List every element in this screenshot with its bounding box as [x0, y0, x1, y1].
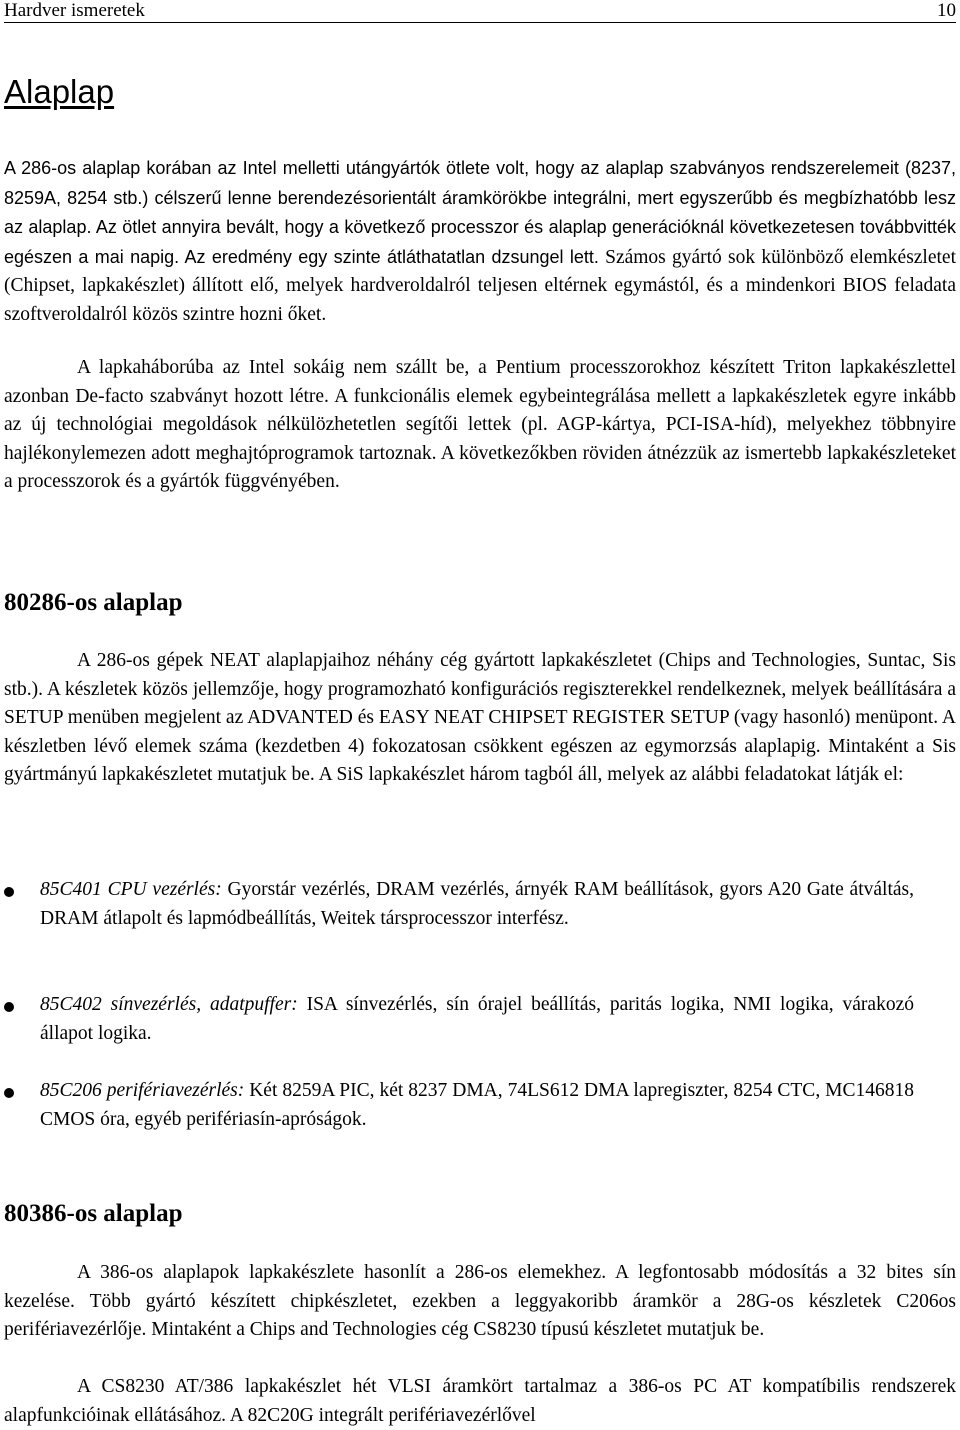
- section-80386-paragraph-2: A CS8230 AT/386 lapkakészlet hét VLSI áramkört tartalmaz a 386-os PC AT kompatíbilis rendszerek alapfunkcióinak ellátásához. A 82C20G integrált perifériavezérlővel: [4, 1376, 956, 1426]
- section-80386-paragraph-1: A 386-os alaplapok lapkakészlete hasonlít a 286-os elemekhez. A legfontosabb módosítás a 32 bites sín kezelése. Több gyártó készített chipkészletet, ezekben a leggyakoribb áramkör a 28G-os készletek C206os perifériavezérlője. Mintaként a Chips and Technologies cég CS8230 típusú készletet mutatjuk be.: [4, 1262, 956, 1340]
- bullet-dot: [4, 1088, 14, 1098]
- header-title: Hardver ismeretek: [4, 0, 145, 21]
- bullet-dot: [4, 1002, 14, 1012]
- bullet-description: Két 8259A PIC, két 8237 DMA, 74LS612 DMA lapregiszter, 8254 CTC, MC146818 CMOS óra, egyéb perifériasín-apróságok.: [40, 1080, 914, 1130]
- intro-paragraph: [4, 154, 956, 329]
- header-page-number: 10: [937, 0, 956, 21]
- intro-text-sans: A 286-os alaplap korában az Intel melletti utángyártók ötlete volt, hogy az alaplap szabványos rendszerelemeit (8237, 8259A, 8254 stb.) célszerű lenne berendezésorientált áramkörökbe integrálni, mert egyszerűbb és megbízhatóbb lesz az alaplap. Az ötlet annyira bevált, hogy a következő processzor és alaplap generációknál következetesen továbbvitték egészen a mai napig. Az eredmény egy szinte átláthatatlan dzsungel lett.: [4, 158, 956, 267]
- bullet-text: [40, 876, 914, 933]
- main-heading: Alaplap: [4, 73, 115, 110]
- bullet-text: [40, 1077, 914, 1134]
- bullet-term: 85C402 sínvezérlés, adatpuffer:: [40, 994, 298, 1015]
- intro-text-serif: Számos gyártó sok különböző elemkészletet (Chipset, lapkakészlet) állított elő, melyek hardveroldalról teljesen eltérnek egymástól, és a mindenkori BIOS feladata szoftveroldalról közös szintre hozni őket.: [4, 246, 956, 325]
- intro-paragraph-2: A lapkaháborúba az Intel sokáig nem szállt be, a Pentium processzorokhoz készített Triton lapkakészlettel azonban De-facto szabványt hozott létre. A funkcionális elemek egybeintegrálása mellett a lapkakészletek egyre inkább az új technológiai megoldások nélkülözhetetlen segítői lettek (pl. AGP-kártya, PCI-ISA-híd), melyekhez többnyire hajlékonylemezen adott meghajtóprogramok tartoznak. A következőkben röviden átnézzük az ismertebb lapkakészleteket a processzorok és a gyártók függvényében.: [4, 357, 956, 492]
- bullet-dot: [4, 887, 14, 897]
- page-header: [4, 0, 956, 23]
- section-heading-80286: 80286-os alaplap: [4, 589, 183, 616]
- bullet-description: ISA sínvezérlés, sín órajel beállítás, paritás logika, NMI logika, várakozó állapot logika.: [40, 994, 914, 1044]
- bullet-description: Gyorstár vezérlés, DRAM vezérlés, árnyék RAM beállítások, gyors A20 Gate átváltás, DRAM átlapolt és lapmódbeállítás, Weitek társprocesszor interfész.: [40, 879, 914, 929]
- section-heading-80386: 80386-os alaplap: [4, 1200, 183, 1227]
- bullet-term: 85C401 CPU vezérlés:: [40, 879, 222, 900]
- bullet-text: [40, 991, 914, 1048]
- bullet-term: 85C206 perifériavezérlés:: [40, 1080, 245, 1101]
- section-80286-paragraph: A 286-os gépek NEAT alaplapjaihoz néhány cég gyártott lapkakészletet (Chips and Technologies, Suntac, Sis stb.). A készletek közös jellemzője, hogy programozható konfigurációs regiszterekkel rendelkeznek, melyek beállítására a SETUP menüben megjelent az ADVANTED és EASY NEAT CHIPSET REGISTER SETUP (vagy hasonló) menüpont. A készletben lévő elemek száma (kezdetben 4) fokozatosan csökkent egészen az egymorzsás alaplapig. Mintaként a Sis gyártmányú lapkakészletet mutatjuk be. A SiS lapkakészlet három tagból áll, melyek az alábbi feladatokat látják el:: [4, 650, 956, 785]
